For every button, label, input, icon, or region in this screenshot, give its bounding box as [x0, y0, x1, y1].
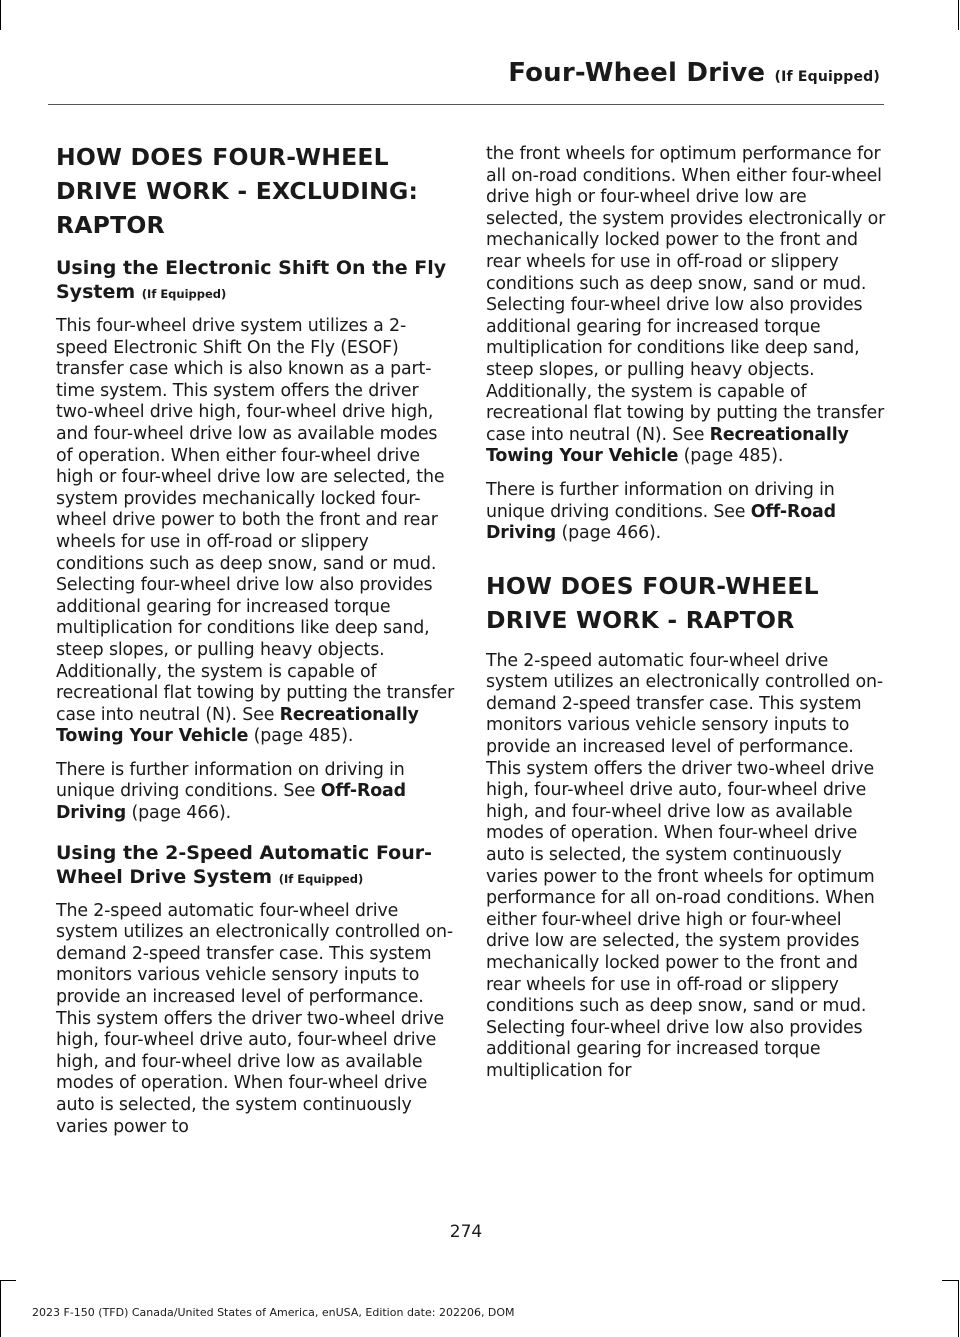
right-column	[486, 144, 886, 1095]
link-off-road-driving-2[interactable]: Off-Road Driving	[486, 501, 836, 544]
crop-mark-top-right	[958, 0, 959, 30]
header-qualifier: (If Equipped)	[774, 69, 880, 85]
crop-mark-top-left	[0, 0, 1, 30]
footer-text: 2023 F-150 (TFD) Canada/United States of America, enUSA, Edition date: 202206, DOM	[32, 1306, 515, 1319]
header-rule	[48, 104, 884, 105]
link-recreationally-towing-2[interactable]: Recreationally Towing Your Vehicle	[486, 424, 849, 467]
page-number: 274	[449, 1222, 483, 1242]
crop-mark-bottom-left	[0, 1280, 1, 1337]
paragraph-offroad-ref-2: There is further information on driving in unique driving conditions. See Off-Road Driving (page 466).	[486, 479, 836, 544]
header-title: Four-Wheel Drive	[508, 58, 766, 88]
paragraph-offroad-ref: There is further information on driving in unique driving conditions. See Off-Road Driving (page 466).	[56, 759, 406, 824]
link-recreationally-towing[interactable]: Recreationally Towing Your Vehicle	[56, 704, 419, 747]
section-heading-raptor: HOW DOES FOUR-WHEEL DRIVE WORK - RAPTOR	[486, 571, 819, 634]
paragraph-2speed-auto: The 2-speed automatic four-wheel drive system utilizes an electronically controlled on-demand 2-speed transfer case. This system monitors various vehicle sensory inputs to provide an increased level of performance. This system offers the driver two-wheel drive high, four-wheel drive auto, four-wheel drive high, and four-wheel drive low as available modes of operation. When four-wheel drive auto is selected, the system continuously varies power to	[56, 900, 454, 1137]
paragraph-esof: This four-wheel drive system utilizes a 2-speed Electronic Shift On the Fly (ESOF) transfer case which is also known as a part-time system. This system offers the driver two-wheel drive high, four-wheel drive high, and four-wheel drive low as available modes of operation. When either four-wheel drive high or four-wheel drive low are selected, the system provides mechanically locked four-wheel drive power to both the front and rear wheels for use in off-road or slippery conditions such as deep snow, sand or mud. Selecting four-wheel drive low also provides additional gearing for increased torque multiplication for conditions like deep sand, steep slopes, or pulling heavy objects. Additionally, the system is capable of recreational flat towing by putting the transfer case into neutral (N). See Recreationally Towing Your Vehicle (page 485).	[56, 316, 455, 747]
paragraph-raptor: The 2-speed automatic four-wheel drive system utilizes an electronically controlled on-demand 2-speed transfer case. This system monitors various vehicle sensory inputs to provide an increased level of performance. This system offers the driver two-wheel drive high, four-wheel drive auto, four-wheel drive high, and four-wheel drive low as available modes of operation. When four-wheel drive auto is selected, the system continuously varies power to the front wheels for optimum performance for all on-road conditions. When either four-wheel drive high or four-wheel drive low are selected, the system provides mechanically locked power to the front and rear wheels for use in off-road or slippery conditions such as deep snow, sand or mud. Selecting four-wheel drive low also provides additional gearing for increased torque multiplication for	[486, 650, 884, 1081]
page-header	[0, 58, 880, 88]
section-heading-excluding-raptor: HOW DOES FOUR-WHEEL DRIVE WORK - EXCLUDING: RAPTOR	[56, 143, 419, 239]
subheading-2speed-auto: Using the 2-Speed Automatic Four-Wheel Drive System (If Equipped)	[56, 841, 432, 888]
crop-mark-bottom-right-h	[942, 1280, 958, 1281]
link-off-road-driving[interactable]: Off-Road Driving	[56, 781, 406, 824]
left-column	[56, 140, 456, 1150]
paragraph-continued: the front wheels for optimum performance for all on-road conditions. When either four-wheel drive high or four-wheel drive low are selected, the system provides electronically or mechanically locked power to the front and rear wheels for use in off-road or slippery conditions such as deep snow, sand or mud. Selecting four-wheel drive low also provides additional gearing for increased torque multiplication for conditions like deep sand, steep slopes, or pulling heavy objects. Additionally, the system is capable of recreational flat towing by putting the transfer case into neutral (N). See Recreationally Towing Your Vehicle (page 485).	[486, 144, 886, 467]
crop-mark-bottom-left-h	[0, 1280, 16, 1281]
subheading-esof: Using the Electronic Shift On the Fly System (If Equipped)	[56, 257, 447, 303]
crop-mark-bottom-right	[958, 1280, 959, 1337]
